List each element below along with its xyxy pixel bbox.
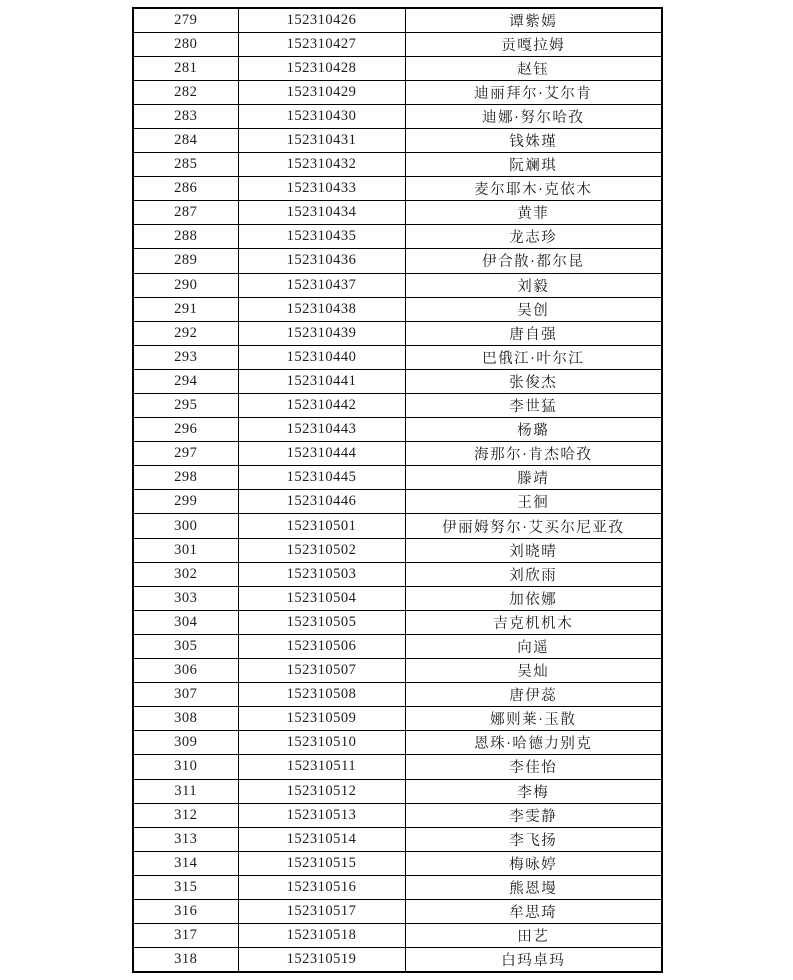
student-name-cell: 李世猛 bbox=[405, 394, 662, 418]
table-row bbox=[133, 562, 662, 586]
student-name-cell: 恩珠·哈德力别克 bbox=[405, 731, 662, 755]
table-row bbox=[133, 634, 662, 658]
student-name-cell: 向遥 bbox=[405, 634, 662, 658]
student-id-cell: 152310429 bbox=[238, 80, 405, 104]
table-row bbox=[133, 369, 662, 393]
student-name-cell: 吴灿 bbox=[405, 659, 662, 683]
table-row bbox=[133, 827, 662, 851]
roster-table-body bbox=[133, 8, 662, 972]
table-row bbox=[133, 225, 662, 249]
student-name-cell: 迪丽拜尔·艾尔肯 bbox=[405, 80, 662, 104]
row-index-cell: 282 bbox=[133, 80, 238, 104]
row-index-cell: 291 bbox=[133, 297, 238, 321]
table-row bbox=[133, 104, 662, 128]
student-name-cell: 伊合散·都尔昆 bbox=[405, 249, 662, 273]
student-id-cell: 152310518 bbox=[238, 924, 405, 948]
student-id-cell: 152310516 bbox=[238, 875, 405, 899]
row-index-cell: 283 bbox=[133, 104, 238, 128]
table-row bbox=[133, 466, 662, 490]
student-name-cell: 李梅 bbox=[405, 779, 662, 803]
student-name-cell: 田艺 bbox=[405, 924, 662, 948]
table-row bbox=[133, 177, 662, 201]
row-index-cell: 290 bbox=[133, 273, 238, 297]
student-id-cell: 152310501 bbox=[238, 514, 405, 538]
table-row bbox=[133, 345, 662, 369]
table-row bbox=[133, 56, 662, 80]
row-index-cell: 316 bbox=[133, 899, 238, 923]
table-row bbox=[133, 297, 662, 321]
student-id-cell: 152310445 bbox=[238, 466, 405, 490]
table-row bbox=[133, 490, 662, 514]
row-index-cell: 288 bbox=[133, 225, 238, 249]
student-id-cell: 152310432 bbox=[238, 153, 405, 177]
student-name-cell: 李雯静 bbox=[405, 803, 662, 827]
student-id-cell: 152310515 bbox=[238, 851, 405, 875]
roster-table bbox=[132, 7, 663, 973]
student-id-cell: 152310444 bbox=[238, 442, 405, 466]
student-name-cell: 滕靖 bbox=[405, 466, 662, 490]
row-index-cell: 308 bbox=[133, 707, 238, 731]
student-name-cell: 刘晓晴 bbox=[405, 538, 662, 562]
row-index-cell: 310 bbox=[133, 755, 238, 779]
table-row bbox=[133, 875, 662, 899]
table-row bbox=[133, 707, 662, 731]
student-name-cell: 唐伊蕊 bbox=[405, 683, 662, 707]
student-name-cell: 谭紫嫣 bbox=[405, 8, 662, 32]
student-id-cell: 152310430 bbox=[238, 104, 405, 128]
row-index-cell: 281 bbox=[133, 56, 238, 80]
student-id-cell: 152310512 bbox=[238, 779, 405, 803]
table-row bbox=[133, 32, 662, 56]
student-name-cell: 李佳怡 bbox=[405, 755, 662, 779]
student-id-cell: 152310507 bbox=[238, 659, 405, 683]
student-name-cell: 唐自强 bbox=[405, 321, 662, 345]
student-id-cell: 152310442 bbox=[238, 394, 405, 418]
row-index-cell: 300 bbox=[133, 514, 238, 538]
table-row bbox=[133, 394, 662, 418]
student-name-cell: 加依娜 bbox=[405, 586, 662, 610]
student-name-cell: 牟思琦 bbox=[405, 899, 662, 923]
student-id-cell: 152310443 bbox=[238, 418, 405, 442]
student-id-cell: 152310505 bbox=[238, 610, 405, 634]
row-index-cell: 287 bbox=[133, 201, 238, 225]
table-row bbox=[133, 851, 662, 875]
student-name-cell: 伊丽姆努尔·艾买尔尼亚孜 bbox=[405, 514, 662, 538]
row-index-cell: 295 bbox=[133, 394, 238, 418]
row-index-cell: 285 bbox=[133, 153, 238, 177]
row-index-cell: 303 bbox=[133, 586, 238, 610]
table-row bbox=[133, 8, 662, 32]
student-id-cell: 152310434 bbox=[238, 201, 405, 225]
student-id-cell: 152310431 bbox=[238, 128, 405, 152]
row-index-cell: 299 bbox=[133, 490, 238, 514]
student-id-cell: 152310426 bbox=[238, 8, 405, 32]
table-row bbox=[133, 249, 662, 273]
row-index-cell: 293 bbox=[133, 345, 238, 369]
table-row bbox=[133, 610, 662, 634]
student-id-cell: 152310438 bbox=[238, 297, 405, 321]
student-name-cell: 迪娜·努尔哈孜 bbox=[405, 104, 662, 128]
table-row bbox=[133, 153, 662, 177]
student-name-cell: 刘欣雨 bbox=[405, 562, 662, 586]
row-index-cell: 305 bbox=[133, 634, 238, 658]
student-name-cell: 钱姝瑾 bbox=[405, 128, 662, 152]
student-id-cell: 152310504 bbox=[238, 586, 405, 610]
student-id-cell: 152310439 bbox=[238, 321, 405, 345]
table-row bbox=[133, 418, 662, 442]
table-row bbox=[133, 128, 662, 152]
student-name-cell: 刘毅 bbox=[405, 273, 662, 297]
student-id-cell: 152310435 bbox=[238, 225, 405, 249]
student-name-cell: 熊恩墁 bbox=[405, 875, 662, 899]
row-index-cell: 309 bbox=[133, 731, 238, 755]
row-index-cell: 307 bbox=[133, 683, 238, 707]
student-name-cell: 杨璐 bbox=[405, 418, 662, 442]
table-row bbox=[133, 755, 662, 779]
student-id-cell: 152310511 bbox=[238, 755, 405, 779]
row-index-cell: 298 bbox=[133, 466, 238, 490]
table-row bbox=[133, 803, 662, 827]
student-id-cell: 152310519 bbox=[238, 948, 405, 972]
table-row bbox=[133, 442, 662, 466]
student-name-cell: 娜则莱·玉散 bbox=[405, 707, 662, 731]
table-row bbox=[133, 514, 662, 538]
student-name-cell: 梅咏婷 bbox=[405, 851, 662, 875]
student-name-cell: 黄菲 bbox=[405, 201, 662, 225]
student-name-cell: 龙志珍 bbox=[405, 225, 662, 249]
table-row bbox=[133, 538, 662, 562]
table-row bbox=[133, 321, 662, 345]
table-row bbox=[133, 924, 662, 948]
student-id-cell: 152310509 bbox=[238, 707, 405, 731]
student-name-cell: 海那尔·肯杰哈孜 bbox=[405, 442, 662, 466]
row-index-cell: 318 bbox=[133, 948, 238, 972]
row-index-cell: 311 bbox=[133, 779, 238, 803]
row-index-cell: 312 bbox=[133, 803, 238, 827]
row-index-cell: 301 bbox=[133, 538, 238, 562]
row-index-cell: 317 bbox=[133, 924, 238, 948]
student-name-cell: 巴俄江·叶尔江 bbox=[405, 345, 662, 369]
row-index-cell: 294 bbox=[133, 369, 238, 393]
student-id-cell: 152310441 bbox=[238, 369, 405, 393]
table-row bbox=[133, 201, 662, 225]
student-id-cell: 152310510 bbox=[238, 731, 405, 755]
student-id-cell: 152310428 bbox=[238, 56, 405, 80]
student-id-cell: 152310433 bbox=[238, 177, 405, 201]
table-row bbox=[133, 659, 662, 683]
row-index-cell: 314 bbox=[133, 851, 238, 875]
row-index-cell: 292 bbox=[133, 321, 238, 345]
student-name-cell: 李飞扬 bbox=[405, 827, 662, 851]
table-row bbox=[133, 80, 662, 104]
student-name-cell: 王徊 bbox=[405, 490, 662, 514]
row-index-cell: 280 bbox=[133, 32, 238, 56]
student-id-cell: 152310446 bbox=[238, 490, 405, 514]
student-id-cell: 152310502 bbox=[238, 538, 405, 562]
table-row bbox=[133, 779, 662, 803]
row-index-cell: 315 bbox=[133, 875, 238, 899]
student-name-cell: 贡嘎拉姆 bbox=[405, 32, 662, 56]
student-id-cell: 152310517 bbox=[238, 899, 405, 923]
table-row bbox=[133, 899, 662, 923]
student-id-cell: 152310436 bbox=[238, 249, 405, 273]
row-index-cell: 289 bbox=[133, 249, 238, 273]
table-row bbox=[133, 731, 662, 755]
student-name-cell: 张俊杰 bbox=[405, 369, 662, 393]
table-row bbox=[133, 586, 662, 610]
student-id-cell: 152310440 bbox=[238, 345, 405, 369]
student-id-cell: 152310514 bbox=[238, 827, 405, 851]
row-index-cell: 297 bbox=[133, 442, 238, 466]
student-name-cell: 白玛卓玛 bbox=[405, 948, 662, 972]
row-index-cell: 286 bbox=[133, 177, 238, 201]
student-id-cell: 152310513 bbox=[238, 803, 405, 827]
row-index-cell: 306 bbox=[133, 659, 238, 683]
student-id-cell: 152310437 bbox=[238, 273, 405, 297]
student-id-cell: 152310506 bbox=[238, 634, 405, 658]
student-id-cell: 152310503 bbox=[238, 562, 405, 586]
row-index-cell: 302 bbox=[133, 562, 238, 586]
table-row bbox=[133, 273, 662, 297]
student-name-cell: 阮斓琪 bbox=[405, 153, 662, 177]
student-id-cell: 152310427 bbox=[238, 32, 405, 56]
student-name-cell: 吉克机机木 bbox=[405, 610, 662, 634]
row-index-cell: 279 bbox=[133, 8, 238, 32]
row-index-cell: 284 bbox=[133, 128, 238, 152]
student-name-cell: 吴创 bbox=[405, 297, 662, 321]
table-row bbox=[133, 683, 662, 707]
row-index-cell: 296 bbox=[133, 418, 238, 442]
student-name-cell: 麦尔耶木·克依木 bbox=[405, 177, 662, 201]
table-row bbox=[133, 948, 662, 972]
row-index-cell: 304 bbox=[133, 610, 238, 634]
student-name-cell: 赵钰 bbox=[405, 56, 662, 80]
row-index-cell: 313 bbox=[133, 827, 238, 851]
student-id-cell: 152310508 bbox=[238, 683, 405, 707]
